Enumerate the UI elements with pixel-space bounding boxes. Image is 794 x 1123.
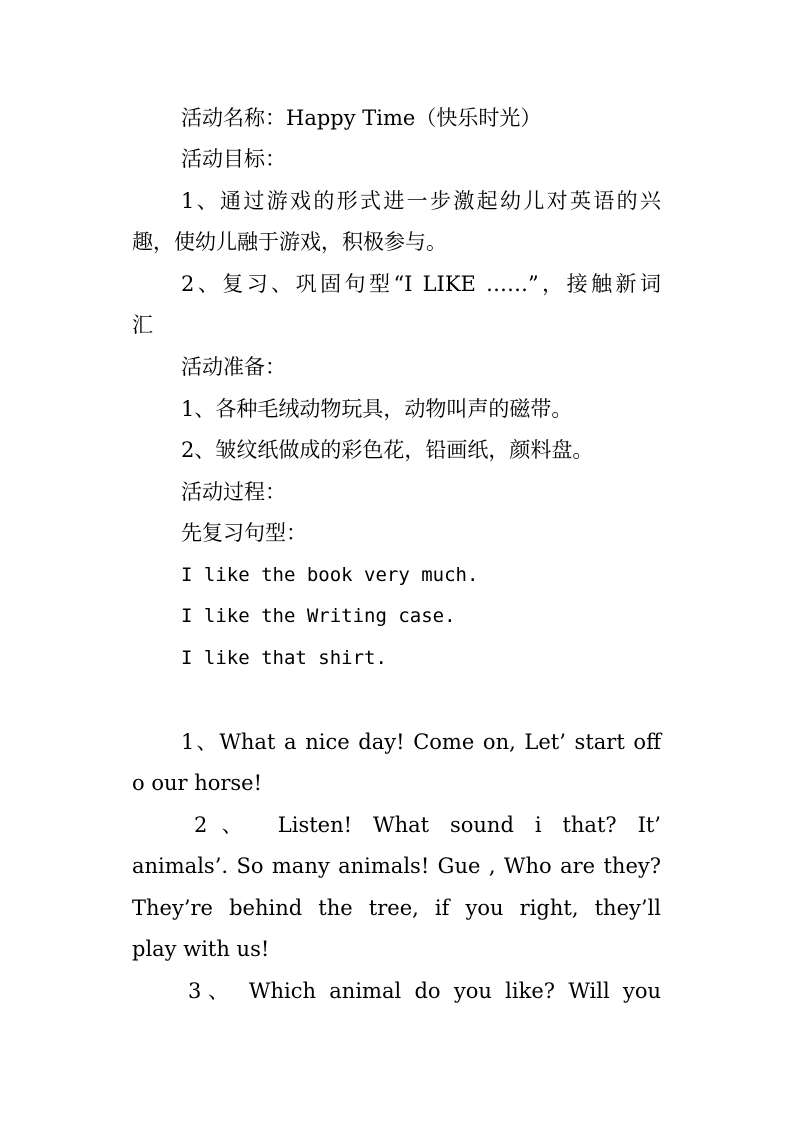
review-sentence-3: I like that shirt.: [181, 647, 387, 669]
process-heading: 活动过程：: [181, 480, 286, 504]
goals-heading: 活动目标：: [181, 147, 286, 171]
step-2-line-2: animals’. So many animals! Gue , Who are they?: [132, 854, 661, 878]
step-2-line-4: play with us!: [132, 937, 270, 961]
step-2-line-3: They’re behind the tree, if you right, they’ll: [132, 896, 661, 920]
step-1-line-2: o our horse!: [132, 771, 263, 795]
goal-1-line-1: 1、通过游戏的形式进一步激起幼儿对英语的兴: [181, 189, 661, 213]
goal-2-line-1: 2、复习、巩固句型“I LIKE ……”，接触新词: [181, 272, 661, 296]
activity-name: 活动名称：Happy Time（快乐时光）: [181, 106, 542, 130]
step-3-line-1: 3、 Which animal do you like? Will you: [188, 979, 661, 1003]
review-sentence-2: I like the Writing case.: [181, 605, 456, 627]
review-sentence-1: I like the book very much.: [181, 564, 479, 586]
review-heading: 先复习句型：: [181, 521, 307, 545]
goal-2-line-2: 汇: [132, 313, 153, 337]
prep-item-2: 2、皱纹纸做成的彩色花，铅画纸，颜料盘。: [181, 438, 594, 462]
step-1-line-1: 1、What a nice day! Come on, Let’ start off: [181, 730, 661, 754]
prep-item-1: 1、各种毛绒动物玩具，动物叫声的磁带。: [181, 397, 573, 421]
step-2-line-1: 2、 Listen! What sound i that? It’: [194, 813, 661, 837]
prep-heading: 活动准备：: [181, 355, 286, 379]
goal-1-line-2: 趣，使幼儿融于游戏，积极参与。: [132, 230, 447, 254]
